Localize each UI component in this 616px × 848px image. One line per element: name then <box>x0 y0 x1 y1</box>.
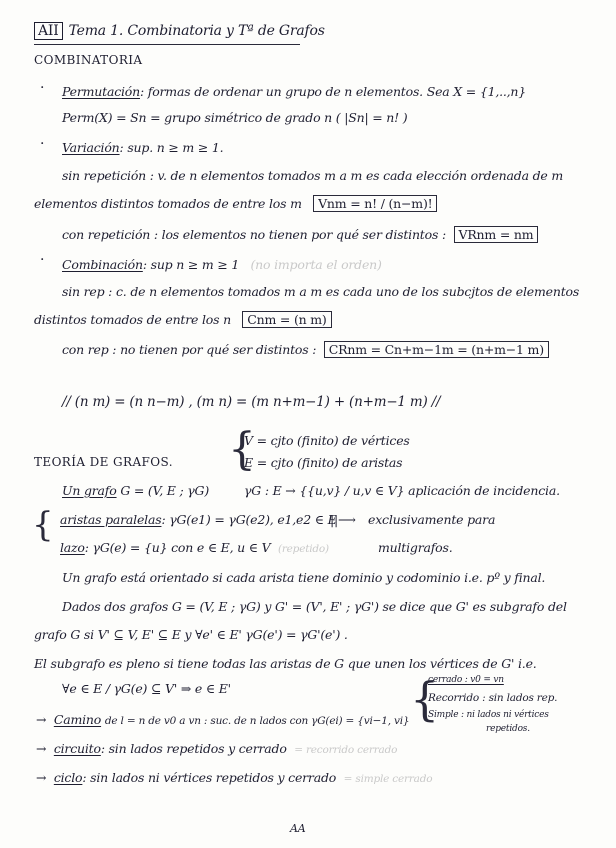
line-comb-sin-rep-2 <box>34 312 332 327</box>
implication-arrow: ||⟶ <box>330 512 356 527</box>
line-grafo <box>62 483 209 498</box>
page-title: Tema 1. Combinatoria y Tª de Grafos <box>68 23 325 39</box>
line-comb-con-rep <box>62 342 549 357</box>
term-circuito: circuito <box>53 741 101 756</box>
line-aristas-paralelas <box>60 512 337 527</box>
cond-variacion: : sup. n ≥ m ≥ 1. <box>119 140 224 155</box>
note-recorrido-text: Recorrido : sin lados rep. <box>428 692 558 704</box>
text-con-repeticion: con repetición : los elementos no tienen por qué ser distintos : <box>62 227 446 242</box>
note-cerrado-text: cerrado : v0 = vn <box>428 675 504 685</box>
line-circuito: → circuito: sin lados repetidos y cerrado = recorrido cerrado <box>36 741 398 756</box>
section-box: AII <box>34 22 63 40</box>
line-lazo <box>60 540 329 555</box>
combinatorial-identities: // (n m) = (n n−m) , (m n) = (m n+m−1) + (n+m−1 m) // <box>62 394 441 410</box>
v-definition: V = cjto (finito) de vértices <box>244 433 410 448</box>
multigraph-brace: { <box>32 505 54 545</box>
def-permutacion: : formas de ordenar un grupo de n elementos. Sea X = {1,..,n} <box>139 84 527 99</box>
page-number: AA <box>290 822 306 835</box>
bullet-permutacion: · <box>40 80 45 96</box>
def-circuito: : sin lados repetidos y cerrado <box>100 741 287 756</box>
term-camino: Camino <box>53 712 102 727</box>
line-pleno-2: ∀e ∈ E / γG(e) ⊆ V' ⇒ e ∈ E' <box>62 681 231 696</box>
def-grafo: G = (V, E ; γG) <box>120 483 210 498</box>
formula-variacion: Vnm = n! / (n−m)! <box>313 195 437 212</box>
formula-combinacion-rep: CRnm = Cn+m−1m = (n+m−1 m) <box>324 341 549 358</box>
term-aristas-paralelas: aristas paralelas <box>60 512 162 527</box>
text-elementos-distintos: elementos distintos tomados de entre los m <box>34 196 302 211</box>
def-lazo: : γG(e) = {u} con e ∈ E, u ∈ V <box>84 540 271 555</box>
term-ciclo: ciclo <box>53 770 83 785</box>
section-heading-combinatoria: COMBINATORIA <box>34 53 143 67</box>
line-combinacion <box>62 257 382 272</box>
def-aristas-paralelas: : γG(e1) = γG(e2), e1,e2 ∈ E <box>161 512 337 527</box>
line-permutacion <box>62 84 526 99</box>
text-multigrafos: multigrafos. <box>378 540 453 555</box>
term-combinacion: Combinación <box>62 257 143 272</box>
faint-note-ciclo: = simple cerrado <box>343 773 433 785</box>
notes-brace: { <box>410 672 440 726</box>
text-exclusivamente: exclusivamente para <box>368 512 496 527</box>
cond-combinacion: : sup n ≥ m ≥ 1 <box>142 257 240 272</box>
formula-permutacion: Perm(X) = Sn = grupo simétrico de grado n ( |Sn| = n! ) <box>62 110 408 125</box>
line-variacion <box>62 140 223 155</box>
note-recorrido <box>428 692 557 704</box>
bullet-variacion: · <box>40 136 45 152</box>
line-subgrafo-2: grafo G si V' ⊆ V, E' ⊆ E y ∀e' ∈ E' γG(e') = γG'(e') . <box>34 627 348 642</box>
term-permutacion: Permutación <box>62 84 140 99</box>
line-orientado: Un grafo está orientado si cada arista tiene dominio y codominio i.e. pº y final. <box>62 570 546 585</box>
note-cerrado <box>428 675 504 685</box>
bullet-combinacion: · <box>40 252 45 268</box>
header-line <box>34 22 325 40</box>
line-subgrafo-1: Dados dos grafos G = (V, E ; γG) y G' = (V', E' ; γG') se dice que G' es subgrafo del <box>62 599 567 614</box>
line-sin-repeticion: sin repetición : v. de n elementos tomados m a m es cada elección ordenada de m <box>62 168 564 183</box>
faint-note-orden: (no importa el orden) <box>250 257 382 272</box>
line-sin-repeticion-2 <box>34 196 437 211</box>
def-camino: de l = n de v0 a vn : suc. de n lados con γG(ei) = {vi−1, vi} <box>104 715 410 727</box>
note-simple: Simple : ni lados ni vértices <box>428 710 549 720</box>
title-underline <box>34 44 300 45</box>
def-ciclo: : sin lados ni vértices repetidos y cerrado <box>82 770 337 785</box>
line-con-repeticion <box>62 227 538 242</box>
note-simple-2: repetidos. <box>486 724 530 734</box>
e-definition: E = cjto (finito) de aristas <box>244 455 403 470</box>
text-distintos-tomados: distintos tomados de entre los n <box>34 312 231 327</box>
gamma-definition: γG : E → {{u,v} / u,v ∈ V} aplicación de incidencia. <box>244 483 560 498</box>
formula-variacion-rep: VRnm = nm <box>454 226 539 243</box>
faint-note-lazo: (repetido) <box>277 543 329 555</box>
line-camino: → Camino de l = n de v0 a vn : suc. de n lados con γG(ei) = {vi−1, vi} <box>36 712 410 727</box>
term-lazo: lazo <box>60 540 85 555</box>
formula-combinacion: Cnm = (n m) <box>242 311 331 328</box>
section-heading-grafos: TEORÍA DE GRAFOS. <box>34 455 173 469</box>
definition-brace: { <box>228 424 256 475</box>
term-variacion: Variación <box>62 140 120 155</box>
term-grafo: Un grafo <box>62 483 117 498</box>
faint-note-circuito: = recorrido cerrado <box>294 744 398 756</box>
line-ciclo: → ciclo: sin lados ni vértices repetidos y cerrado = simple cerrado <box>36 770 433 785</box>
text-comb-con-rep: con rep : no tienen por qué ser distintos : <box>62 342 317 357</box>
line-pleno-1: El subgrafo es pleno si tiene todas las aristas de G que unen los vértices de G' i.e. <box>34 656 537 671</box>
line-comb-sin-rep: sin rep : c. de n elementos tomados m a m es cada uno de los subcjtos de elementos <box>62 284 580 299</box>
